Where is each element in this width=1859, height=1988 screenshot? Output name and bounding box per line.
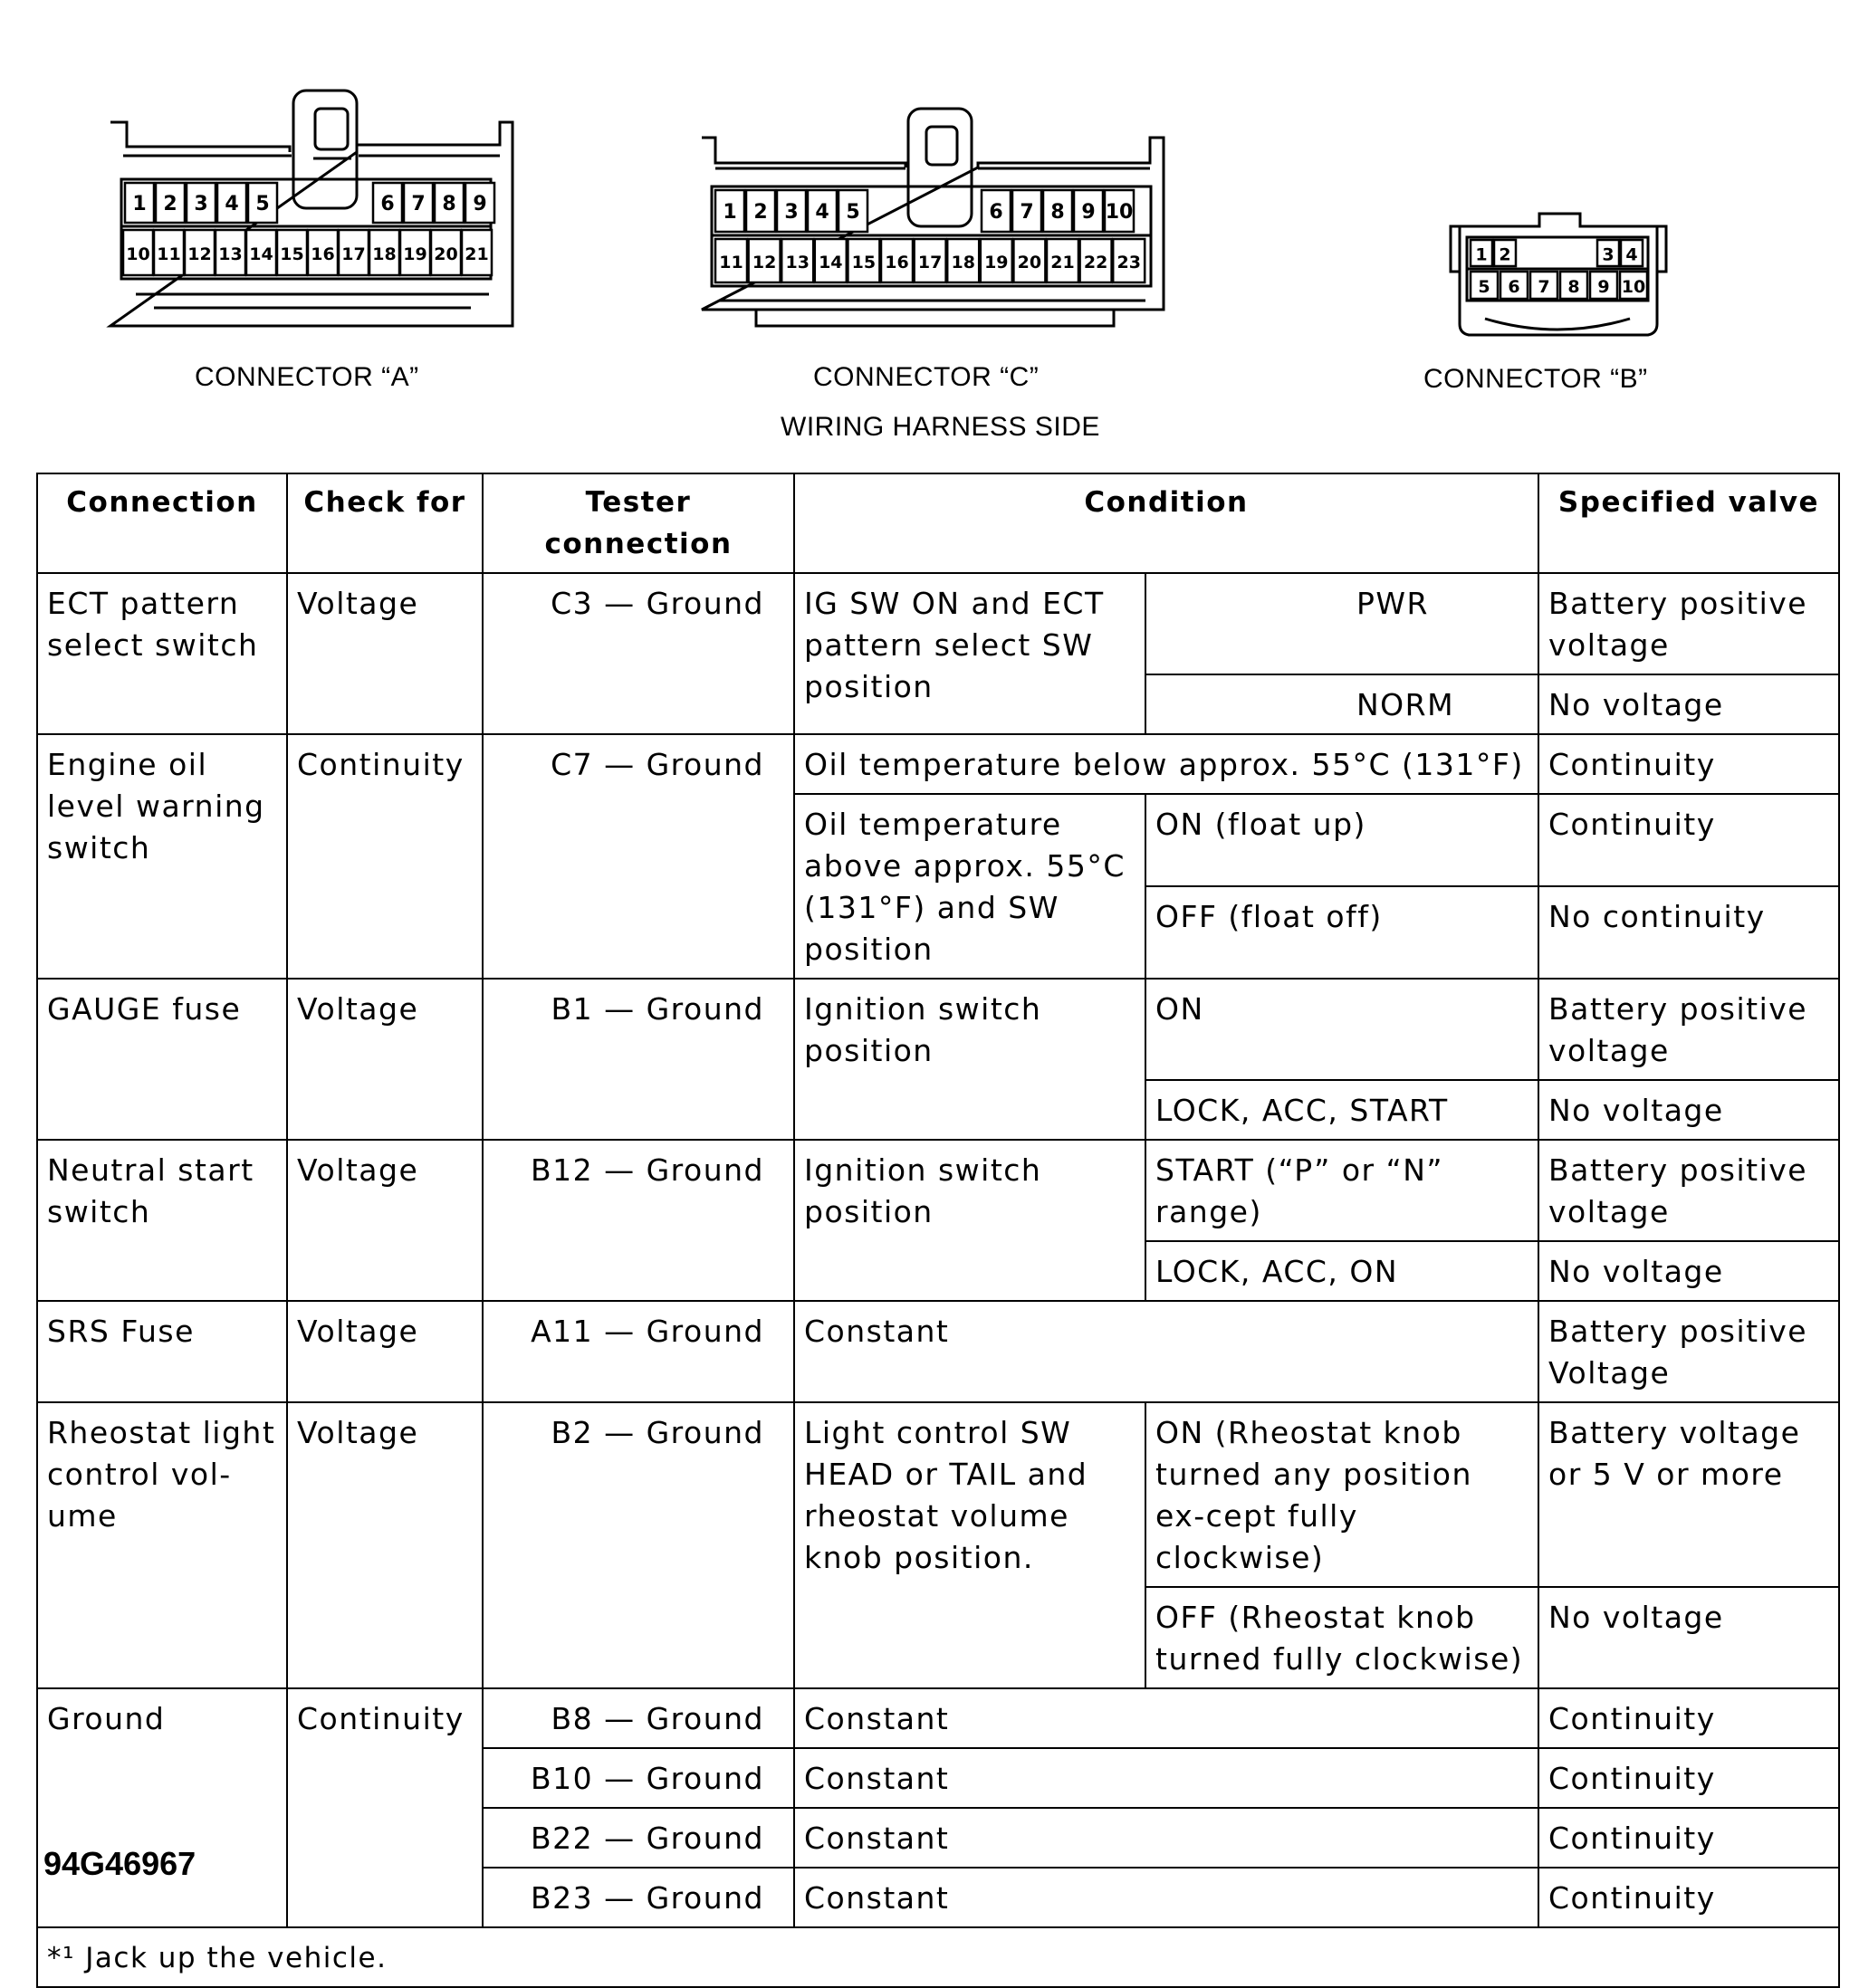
specified-value-cell: Battery voltage or 5 V or more: [1538, 1402, 1839, 1587]
connector-pin-label: 11: [719, 253, 743, 272]
specified-value-cell: No voltage: [1538, 674, 1839, 734]
connector-c-sub-label: WIRING HARNESS SIDE: [781, 412, 1100, 442]
check-for-cell: Voltage: [287, 1402, 483, 1688]
connector-pin-label: 4: [225, 193, 239, 215]
table-header-row: [37, 473, 1839, 573]
tester-cell: A11 — Ground: [483, 1301, 794, 1402]
tester-cell: B1 — Ground: [483, 979, 794, 1140]
table-row: [37, 1402, 1839, 1587]
connector-pin-label: 14: [249, 244, 273, 264]
connector-pin-label: 18: [372, 244, 397, 264]
condition-cell: Constant: [794, 1808, 1538, 1868]
condition-cell: Constant: [794, 1748, 1538, 1808]
connection-cell: Engine oil level warning switch: [37, 734, 287, 979]
condition-cell: IG SW ON and ECT pattern select SW position: [794, 573, 1145, 734]
connection-cell: Neutral start switch: [37, 1140, 287, 1301]
footnote: *¹ Jack up the vehicle.: [37, 1927, 1839, 1987]
connector-pin-label: 15: [851, 253, 877, 272]
connector-pin-label: 10: [1621, 277, 1646, 297]
specified-value-cell: No voltage: [1538, 1241, 1839, 1301]
connector-pin-label: 22: [1083, 253, 1108, 272]
connector-pin-label: 4: [815, 201, 829, 224]
connector-pin-label: 10: [126, 244, 150, 264]
condition-cell: Oil temperature below approx. 55°C (131°F): [794, 734, 1538, 794]
table-row: [37, 573, 1839, 674]
connector-pin-label: 19: [984, 253, 1009, 272]
sub-condition-cell: ON (float up): [1145, 794, 1538, 886]
condition-cell: Constant: [794, 1688, 1538, 1748]
connector-pin-label: 6: [989, 201, 1003, 224]
connector-pin-label: 15: [280, 244, 304, 264]
connector-pin-label: 21: [465, 244, 489, 264]
table-row: [37, 1688, 1839, 1748]
connector-pin-label: 14: [819, 253, 843, 272]
connector-pin-label: 11: [157, 244, 181, 264]
condition-cell: Oil temperature above approx. 55°C (131°F) and SW position: [794, 794, 1145, 979]
header-tester-connection: Tester connection: [483, 473, 794, 573]
connector-pin-label: 6: [1508, 277, 1520, 297]
connector-pin-label: 9: [473, 193, 487, 215]
connector-pin-label: 1: [723, 201, 737, 224]
connector-pin-label: 7: [1538, 277, 1550, 297]
connector-pin-label: 17: [341, 244, 366, 264]
connector-pin-label: 20: [1017, 253, 1042, 272]
check-for-cell: Voltage: [287, 979, 483, 1140]
specified-value-cell: Continuity: [1538, 1868, 1839, 1927]
connector-diagrams: [0, 0, 1859, 471]
connector-pin-label: 3: [784, 201, 799, 224]
connector-pin-label: 18: [951, 253, 975, 272]
connector-pin-label: 2: [753, 201, 768, 224]
sub-condition-cell: ON (Rheostat knob turned any position ex-cept fully clockwise): [1145, 1402, 1538, 1587]
table-row: [37, 734, 1839, 794]
sub-condition-cell: OFF (float off): [1145, 886, 1538, 979]
header-check-for: Check for: [287, 473, 483, 573]
inspection-table: [36, 473, 1840, 1988]
connector-pin-label: 7: [1020, 201, 1034, 224]
tester-cell: B12 — Ground: [483, 1140, 794, 1301]
connector-pin-label: 10: [1105, 201, 1134, 224]
connector-pin-label: 2: [163, 193, 177, 215]
specified-value-cell: Battery positive voltage: [1538, 979, 1839, 1080]
specified-value-cell: Battery positive Voltage: [1538, 1301, 1839, 1402]
header-condition: Condition: [794, 473, 1538, 573]
connector-pin-label: 8: [1050, 201, 1065, 224]
sub-condition-cell: LOCK, ACC, START: [1145, 1080, 1538, 1140]
tester-cell: C3 — Ground: [483, 573, 794, 734]
connector-pin-label: 2: [1499, 244, 1511, 265]
connector-pin-label: 3: [194, 193, 208, 215]
specified-value-cell: No voltage: [1538, 1587, 1839, 1688]
connector-pin-label: 23: [1116, 253, 1141, 272]
condition-cell: Light control SW HEAD or TAIL and rheostat volume knob position.: [794, 1402, 1145, 1688]
tester-cell: B22 — Ground: [483, 1808, 794, 1868]
header-connection: Connection: [37, 473, 287, 573]
condition-cell: Ignition switch position: [794, 979, 1145, 1140]
specified-value-cell: No voltage: [1538, 1080, 1839, 1140]
connector-pin-label: 20: [434, 244, 458, 264]
connection-cell: Rheostat light control vol-ume: [37, 1402, 287, 1688]
tester-cell: B8 — Ground: [483, 1688, 794, 1748]
connector-b-label: CONNECTOR “B”: [1423, 364, 1648, 394]
connector-pin-label: 5: [255, 193, 270, 215]
table-row: [37, 1140, 1839, 1241]
condition-cell: Ignition switch position: [794, 1140, 1145, 1301]
table-row: [37, 1301, 1839, 1402]
connector-pin-label: 17: [917, 253, 943, 272]
tester-cell: C7 — Ground: [483, 734, 794, 979]
specified-value-cell: Continuity: [1538, 1748, 1839, 1808]
connector-c-label: CONNECTOR “C”: [813, 362, 1040, 392]
connector-pin-label: 13: [785, 253, 810, 272]
specified-value-cell: Battery positive voltage: [1538, 1140, 1839, 1241]
connector-pin-label: 16: [311, 244, 335, 264]
specified-value-cell: Continuity: [1538, 794, 1839, 886]
check-for-cell: Voltage: [287, 1140, 483, 1301]
condition-cell: Constant: [794, 1868, 1538, 1927]
specified-value-cell: Continuity: [1538, 1688, 1839, 1748]
connector-pin-label: 5: [846, 201, 860, 224]
sub-condition-cell: OFF (Rheostat knob turned fully clockwise): [1145, 1587, 1538, 1688]
table-row: [37, 979, 1839, 1080]
connector-a-label: CONNECTOR “A”: [195, 362, 419, 392]
connector-pin-label: 1: [1475, 244, 1488, 265]
connector-pin-label: 3: [1602, 244, 1615, 265]
connector-pin-label: 9: [1597, 277, 1610, 297]
connector-pin-label: 21: [1050, 253, 1075, 272]
sub-condition-cell: NORM: [1145, 674, 1538, 734]
specified-value-cell: Battery positive voltage: [1538, 573, 1839, 674]
connector-pin-label: 12: [187, 244, 212, 264]
connector-pin-label: 16: [885, 253, 909, 272]
connector-pin-label: 7: [411, 193, 426, 215]
connection-cell: GAUGE fuse: [37, 979, 287, 1140]
connector-pin-label: 19: [403, 244, 427, 264]
connection-cell: ECT pattern select switch: [37, 573, 287, 734]
connection-cell: SRS Fuse: [37, 1301, 287, 1402]
specified-value-cell: Continuity: [1538, 734, 1839, 794]
connector-pin-label: 13: [218, 244, 243, 264]
condition-cell: Constant: [794, 1301, 1538, 1402]
tester-cell: B23 — Ground: [483, 1868, 794, 1927]
check-for-cell: Voltage: [287, 1301, 483, 1402]
check-for-cell: Continuity: [287, 734, 483, 979]
tester-cell: B2 — Ground: [483, 1402, 794, 1688]
figure-id: 94G46967: [43, 1845, 196, 1882]
connector-a-pins: [123, 183, 494, 275]
check-for-cell: Continuity: [287, 1688, 483, 1927]
header-specified-value: Specified valve: [1538, 473, 1839, 573]
connector-pin-label: 9: [1081, 201, 1096, 224]
sub-condition-cell: PWR: [1145, 573, 1538, 674]
sub-condition-cell: ON: [1145, 979, 1538, 1080]
connection-cell: Ground: [37, 1688, 287, 1927]
footnote-row: [37, 1927, 1839, 1987]
specified-value-cell: No continuity: [1538, 886, 1839, 979]
connector-pin-label: 8: [1567, 277, 1580, 297]
specified-value-cell: Continuity: [1538, 1808, 1839, 1868]
sub-condition-cell: START (“P” or “N” range): [1145, 1140, 1538, 1241]
check-for-cell: Voltage: [287, 573, 483, 734]
connector-pin-label: 6: [380, 193, 395, 215]
connector-pin-label: 12: [752, 253, 777, 272]
sub-condition-cell: LOCK, ACC, ON: [1145, 1241, 1538, 1301]
connector-pin-label: 4: [1625, 244, 1638, 265]
connector-pin-label: 1: [132, 193, 147, 215]
connector-pin-label: 8: [442, 193, 456, 215]
tester-cell: B10 — Ground: [483, 1748, 794, 1808]
connector-pin-label: 5: [1478, 277, 1490, 297]
